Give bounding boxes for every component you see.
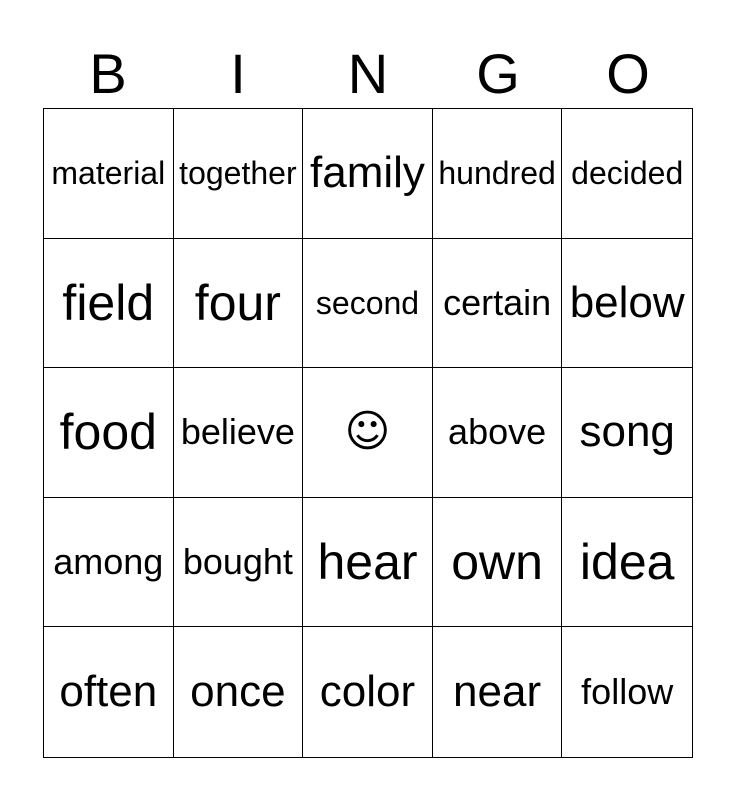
- bingo-cell[interactable]: often: [44, 627, 174, 757]
- bingo-cell[interactable]: decided: [562, 109, 692, 239]
- bingo-cell[interactable]: idea: [562, 498, 692, 628]
- bingo-board: [43, 108, 693, 758]
- bingo-cell[interactable]: certain: [433, 239, 563, 369]
- header-letter-n: N: [347, 42, 389, 105]
- bingo-cell[interactable]: four: [174, 239, 304, 369]
- bingo-cell[interactable]: above: [433, 368, 563, 498]
- bingo-cell[interactable]: material: [44, 109, 174, 239]
- bingo-cell[interactable]: together: [174, 109, 304, 239]
- bingo-cell[interactable]: song: [562, 368, 692, 498]
- free-space-smiley-icon[interactable]: ☺: [303, 368, 433, 498]
- bingo-cell[interactable]: among: [44, 498, 174, 628]
- bingo-cell[interactable]: food: [44, 368, 174, 498]
- bingo-cell[interactable]: second: [303, 239, 433, 369]
- bingo-header: [43, 40, 693, 108]
- bingo-cell[interactable]: bought: [174, 498, 304, 628]
- header-letter-i: I: [230, 42, 246, 105]
- header-letter-g: G: [476, 42, 520, 105]
- bingo-cell[interactable]: below: [562, 239, 692, 369]
- header-letter-o: O: [606, 42, 650, 105]
- bingo-cell[interactable]: hear: [303, 498, 433, 628]
- bingo-cell[interactable]: follow: [581, 671, 674, 713]
- bingo-cell[interactable]: believe: [174, 368, 304, 498]
- bingo-cell[interactable]: family: [303, 109, 433, 239]
- bingo-cell[interactable]: hundred: [433, 109, 563, 239]
- header-letter-b: B: [89, 42, 127, 105]
- bingo-cell[interactable]: near: [433, 627, 563, 757]
- bingo-cell[interactable]: field: [44, 239, 174, 369]
- bingo-cell[interactable]: once: [174, 627, 304, 757]
- bingo-cell[interactable]: own: [433, 498, 563, 628]
- bingo-cell[interactable]: color: [303, 627, 433, 757]
